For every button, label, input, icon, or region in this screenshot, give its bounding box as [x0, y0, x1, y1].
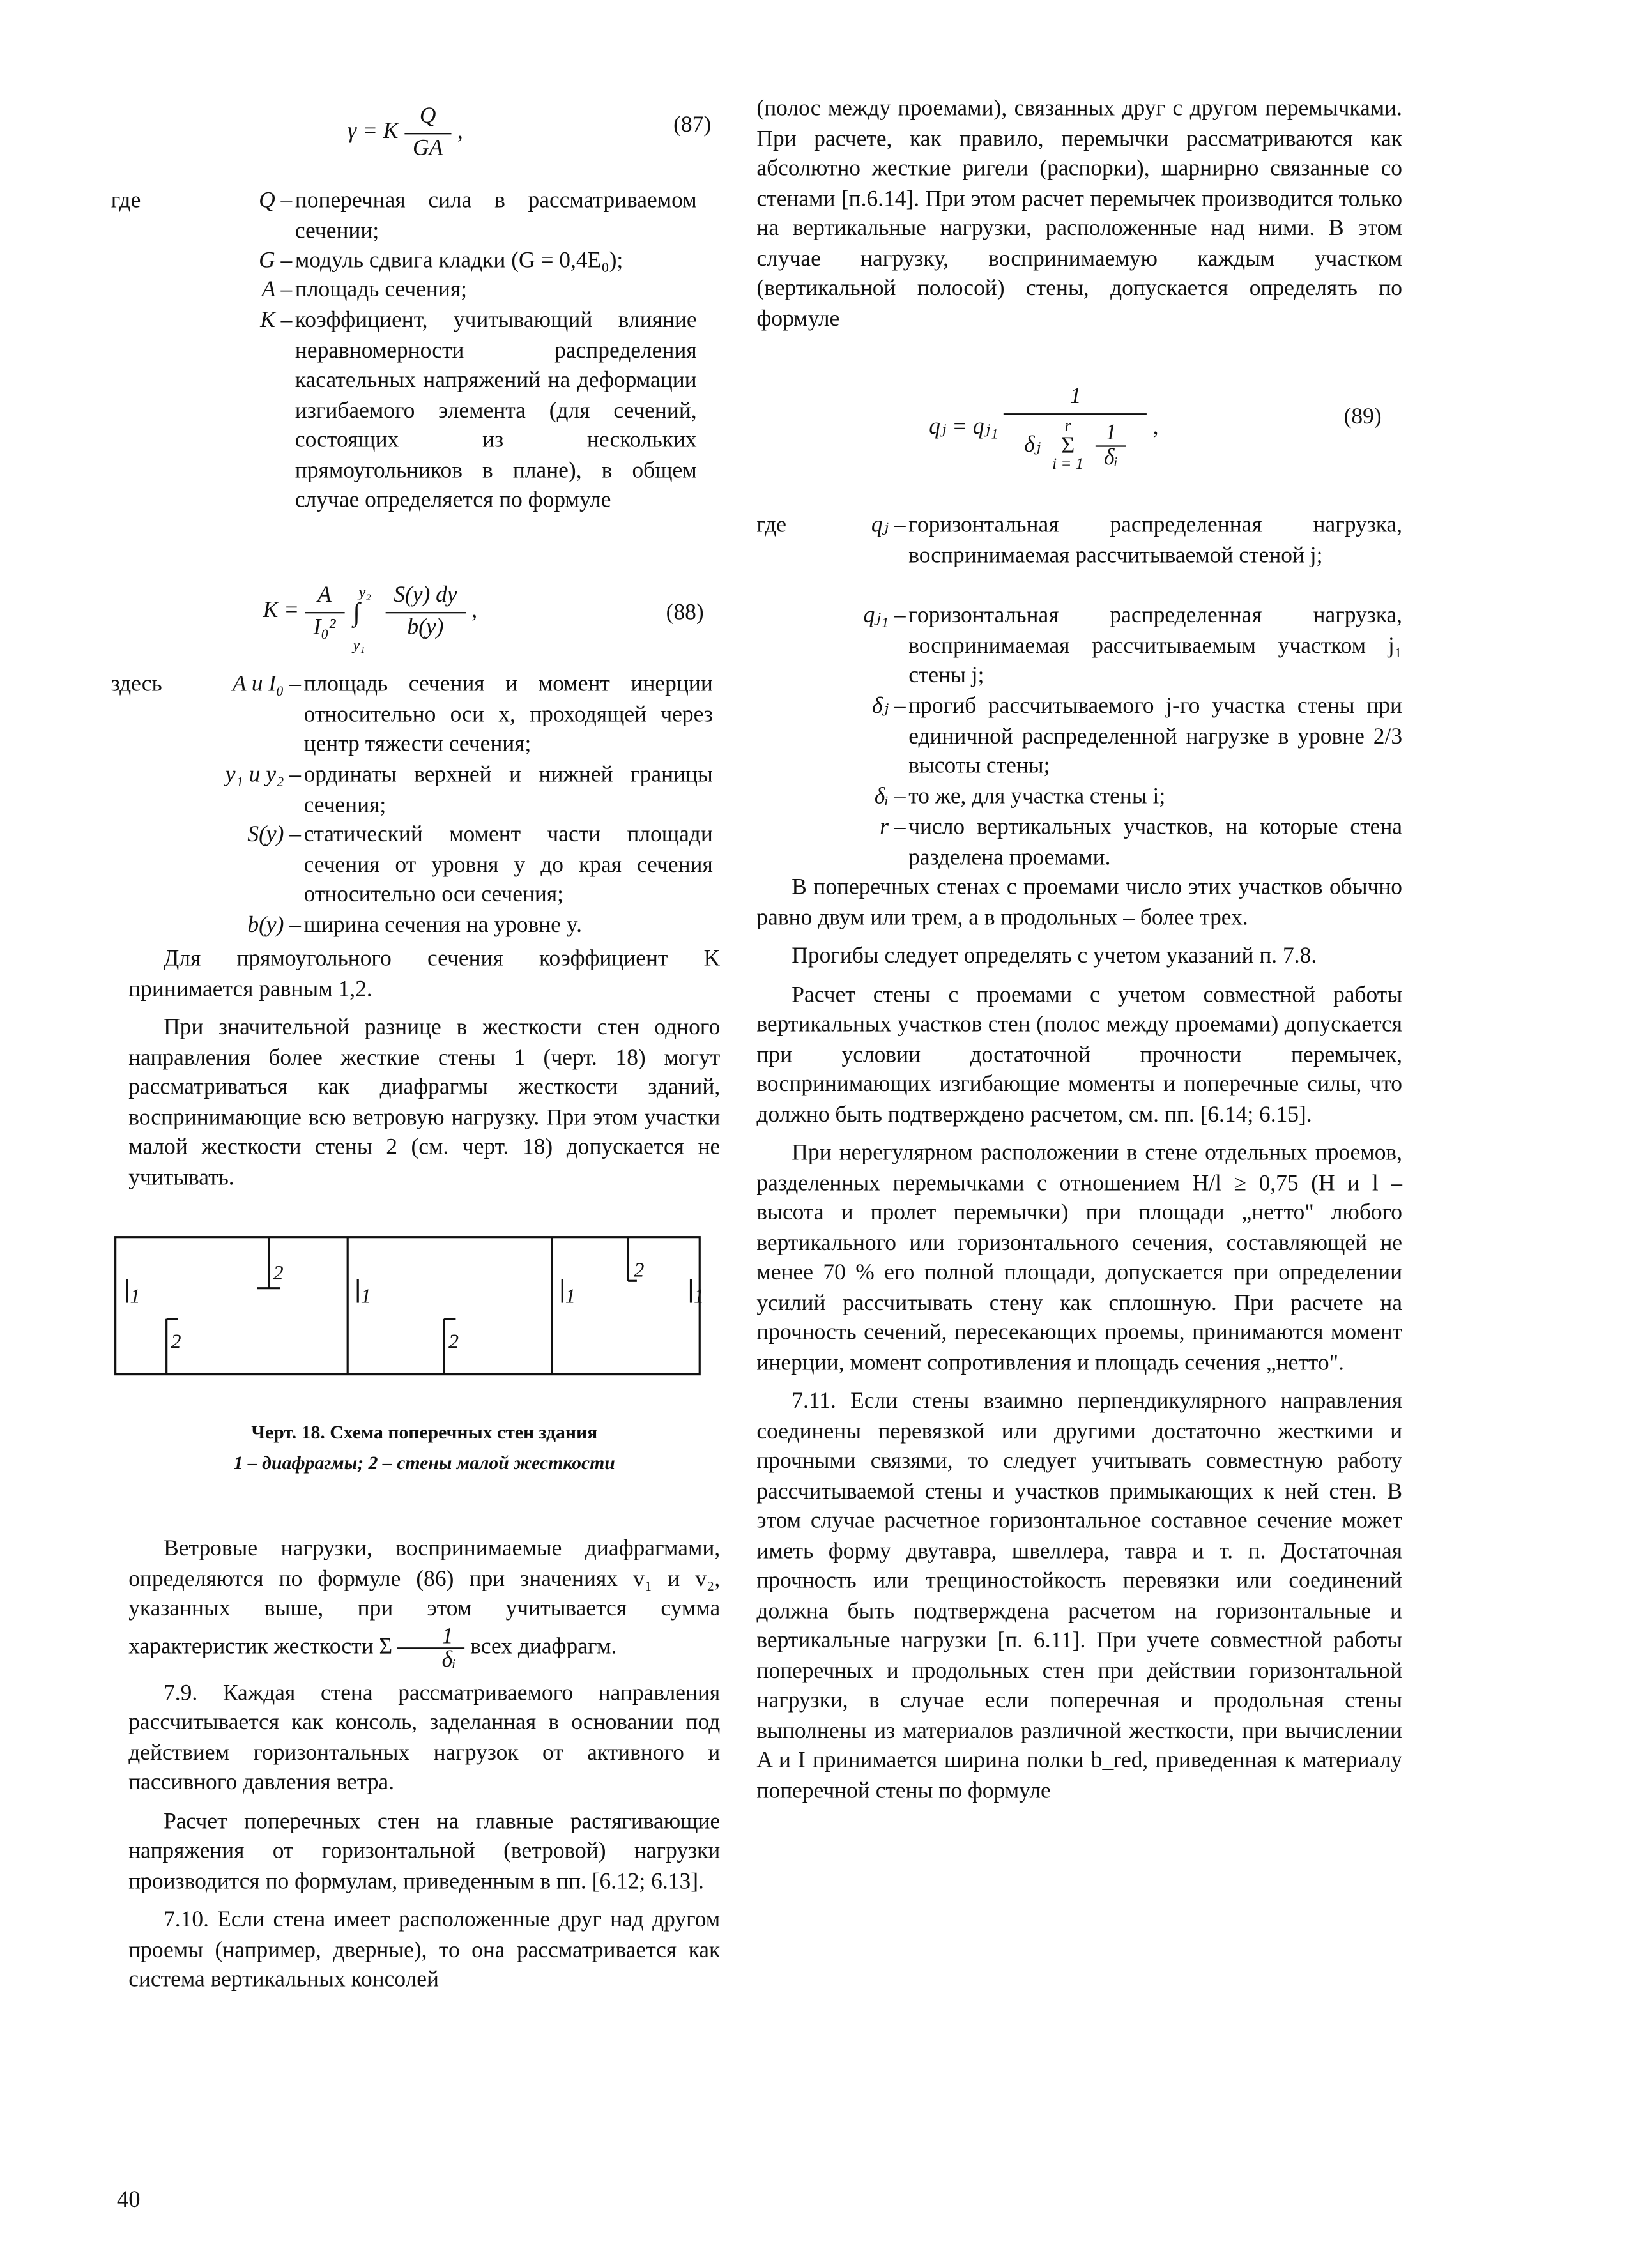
formula-88-numerator-2: S(y) dy [394, 583, 457, 608]
paragraph-text: Ветровые нагрузки, воспринимаемые диафрагмами, определяются по формуле (86) при значениях v₁ и v₂, указанных выше, при этом учитывается сумма характеристик жесткости Σ [128, 1536, 721, 1659]
formula-87 [348, 102, 463, 164]
def-symbol: qⱼ₁ – [863, 603, 906, 629]
page-number: 40 [116, 2188, 141, 2213]
label-2: 2 [171, 1329, 181, 1353]
right-text-block-1 [756, 95, 1402, 335]
left-text-block-2 [128, 1535, 720, 1995]
left-text-block-1 [128, 945, 720, 1193]
def-symbol: b(y) – [247, 913, 302, 938]
def-symbol: δᵢ – [874, 784, 906, 809]
paragraph: При значительной разнице в жесткости стен одного направления более жесткие стены 1 (черт. 18) могут рассматриваться как диафрагмы жесткости зданий, воспринимающие всю ветровую нагрузку. При этом участки малой жесткости стены 2 (см. черт. 18) допускается не учитывать. [128, 1015, 721, 1190]
def-symbol: r – [880, 814, 906, 840]
def-text: площадь сечения и момент инерции относительно оси x, проходящей через центр тяжести сечения; [303, 671, 713, 757]
paragraph: 7.9. Каждая стена рассматриваемого направления рассчитывается как консоль, заделанная в основании под действием горизонтальных нагрузок от активного и пассивного давления ветра. [128, 1680, 721, 1796]
def-symbol: δⱼ – [872, 694, 906, 719]
inner-numerator: 1 [1105, 420, 1117, 445]
formula-89-fraction [1004, 383, 1147, 474]
label-1: 1 [130, 1284, 141, 1308]
def-text: прогиб рассчитываемого j-го участка стены при единичной распределенной нагрузке в уровне 2/3 высоты стены; [908, 694, 1403, 779]
summation [1052, 417, 1083, 474]
formula-88-lhs: K = [263, 598, 300, 623]
def-text: горизонтальная распределенная нагрузка, воспринимаемая рассчитываемым участком j₁ стены j; [908, 603, 1403, 688]
formula-88-comma: , [471, 598, 478, 623]
paragraph: 7.10. Если стена имеет расположенные друг над другом проемы (например, дверные), то она рассматривается как система вертикальных консолей [128, 1907, 721, 1992]
figure-caption-legend: 1 – диафрагмы; 2 – стены малой жесткости [233, 1451, 615, 1474]
sum-lower: i = 1 [1052, 455, 1084, 473]
where-label: где [756, 512, 786, 538]
label-1: 1 [565, 1284, 576, 1308]
label-2: 2 [273, 1260, 284, 1284]
def-text: поперечная сила в рассматриваемом сечении; [294, 188, 697, 243]
delta-j: δⱼ [1024, 432, 1041, 457]
formula-89-comma: , [1152, 415, 1159, 440]
label-2: 2 [634, 1258, 645, 1281]
where-label: где [111, 188, 141, 213]
here-label: здесь [111, 671, 162, 697]
formula-87-comma: , [457, 119, 463, 144]
figure-caption-title: Черт. 18. Схема поперечных стен здания [251, 1421, 598, 1444]
label-2: 2 [448, 1329, 459, 1353]
def-symbol: A и I₀ – [232, 671, 302, 697]
equation-number-88: (88) [666, 600, 704, 625]
formula-88-numerator-1: A [317, 583, 332, 608]
def-text: то же, для участка стены i; [908, 784, 1166, 809]
integral-upper-bound: y₂ [358, 585, 371, 602]
sum-symbol: Σ [1060, 432, 1075, 458]
formula-88-fraction-2 [385, 581, 466, 643]
formula-87-denominator: GA [404, 132, 452, 164]
formula-88-denominator-1: I₀² [305, 611, 344, 643]
integral-symbol: ∫ [353, 597, 360, 627]
inner-denominator: δᵢ [1095, 445, 1127, 469]
def-symbol: K – [260, 308, 293, 333]
def-text: горизонтальная распределенная нагрузка, воспринимаемая рассчитываемой стеной j; [908, 512, 1403, 568]
def-text: статический момент части площади сечения от уровня y до края сечения относительно оси сечения; [303, 822, 713, 907]
inline-fraction-numerator: 1 [441, 1623, 454, 1649]
def-text: число вертикальных участков, на которые стена разделена проемами. [908, 814, 1403, 870]
def-symbol: Q – [259, 188, 293, 213]
def-symbol: y₁ и y₂ – [225, 762, 302, 788]
integral-sign [350, 583, 379, 655]
inline-fraction-denominator: δᵢ [398, 1647, 464, 1670]
def-text: ординаты верхней и нижней границы сечения; [303, 762, 713, 818]
label-1: 1 [694, 1284, 705, 1308]
transverse-walls-diagram [114, 1235, 705, 1382]
formula-87-fraction [404, 102, 452, 164]
right-text-block-2 [756, 873, 1402, 1806]
formula-89-lhs: qⱼ = qⱼ₁ [929, 415, 998, 440]
sum-upper: r [1064, 416, 1071, 435]
def-text: ширина сечения на уровне y. [303, 913, 583, 938]
equation-number-87: (87) [673, 112, 712, 137]
paragraph: При нерегулярном расположении в стене отдельных проемов, разделенных перемычками с отношением H/l ≥ 0,75 (H и l – высота и пролет перемычки) при площади „нетто" любого вертикального или горизонтального сечения, составляющей не менее 70 % его полной площади, допускается при определении усилий рассчитывать стену как сплошную. При расчете на прочность сечений, пересекающих проемы, принимаются момент инерции, момент сопротивления и площадь сечения „нетто". [756, 1140, 1403, 1375]
integral-lower-bound: y₁ [353, 638, 365, 655]
def-symbol: S(y) – [247, 822, 302, 848]
formula-88 [263, 581, 478, 655]
formula-87-lhs: γ = K [348, 119, 399, 144]
paragraph: В поперечных стенах с проемами число этих участков обычно равно двум или трем, а в продольных – более трех. [756, 874, 1403, 930]
def-text: коэффициент, учитывающий влияние неравномерности распределения касательных напряжений на деформации изгибаемого элемента (для сечений, состоящих из нескольких прямоугольников в плане), в общем случае определяется по формуле [294, 308, 697, 513]
def-symbol: A – [261, 277, 293, 303]
building-outline [116, 1237, 700, 1375]
formula-87-numerator: Q [419, 103, 436, 129]
def-text: модуль сдвига кладки (G = 0,4E₀); [294, 248, 623, 273]
inline-fraction [398, 1625, 464, 1670]
inner-fraction [1095, 422, 1127, 469]
paragraph: (полос между проемами), связанных друг с другом перемычками. При расчете, как правило, перемычки рассматриваются как абсолютно жесткие ригели (распорки), шарнирно связанные со стенами [п.6.14]. При этом расчет перемычек производится только на вертикальные нагрузки, расположенные над ними. В этом случае нагрузку, воспринимаемую каждым участком (вертикальной полосой) стены, допускается определять по формуле [756, 96, 1403, 331]
paragraph-text: всех диафрагм. [470, 1633, 617, 1659]
paragraph: Расчет стены с проемами с учетом совместной работы вертикальных участков стен (полос между проемами) допускается при условии достаточной прочности перемычек, воспринимающих изгибающие моменты и поперечные силы, что должно быть подтверждено расчетом, см. пп. [6.14; 6.15]. [756, 982, 1403, 1127]
paragraph-with-fraction [128, 1535, 720, 1670]
def-symbol: qⱼ – [871, 512, 906, 538]
formula-89-numerator: 1 [1069, 384, 1082, 409]
label-1: 1 [360, 1284, 371, 1308]
formula-88-fraction-1 [305, 581, 344, 643]
def-text: площадь сечения; [294, 277, 468, 303]
paragraph: 7.11. Если стены взаимно перпендикулярного направления соединены перевязкой или другими достаточно жесткими и прочными связями, то следует учитывать совместную работу рассчитываемой стены и участков примыкающих к ней стен. В этом случае расчетное горизонтальное составное сечение может иметь форму двутавра, швеллера, тавра и т. п. Достаточная прочность или трещиностойкость перевязки или соединений должна быть подтверждена расчетом на горизонтальные и вертикальные нагрузки [п. 6.11]. При учете совместной работы поперечных и продольных стен при действии горизонтальной нагрузки, в случае если поперечная и продольная стены выполнены из материалов различной жесткости, при вычислении A и I принимается ширина полки b_red, приведенная к материалу поперечной стены по формуле [756, 1389, 1403, 1803]
def-symbol: G – [259, 248, 293, 273]
formula-89 [929, 383, 1158, 474]
formula-88-denominator-2: b(y) [385, 611, 466, 643]
paragraph: Прогибы следует определять с учетом указаний п. 7.8. [792, 943, 1317, 968]
paragraph: Для прямоугольного сечения коэффициент K принимается равным 1,2. [128, 946, 721, 1002]
paragraph: Расчет поперечных стен на главные растягивающие напряжения от горизонтальной (ветровой) нагрузки производится по формулам, приведенным в пп. [6.12; 6.13]. [128, 1808, 721, 1894]
formula-89-denominator [1004, 413, 1147, 474]
equation-number-89: (89) [1343, 404, 1382, 430]
